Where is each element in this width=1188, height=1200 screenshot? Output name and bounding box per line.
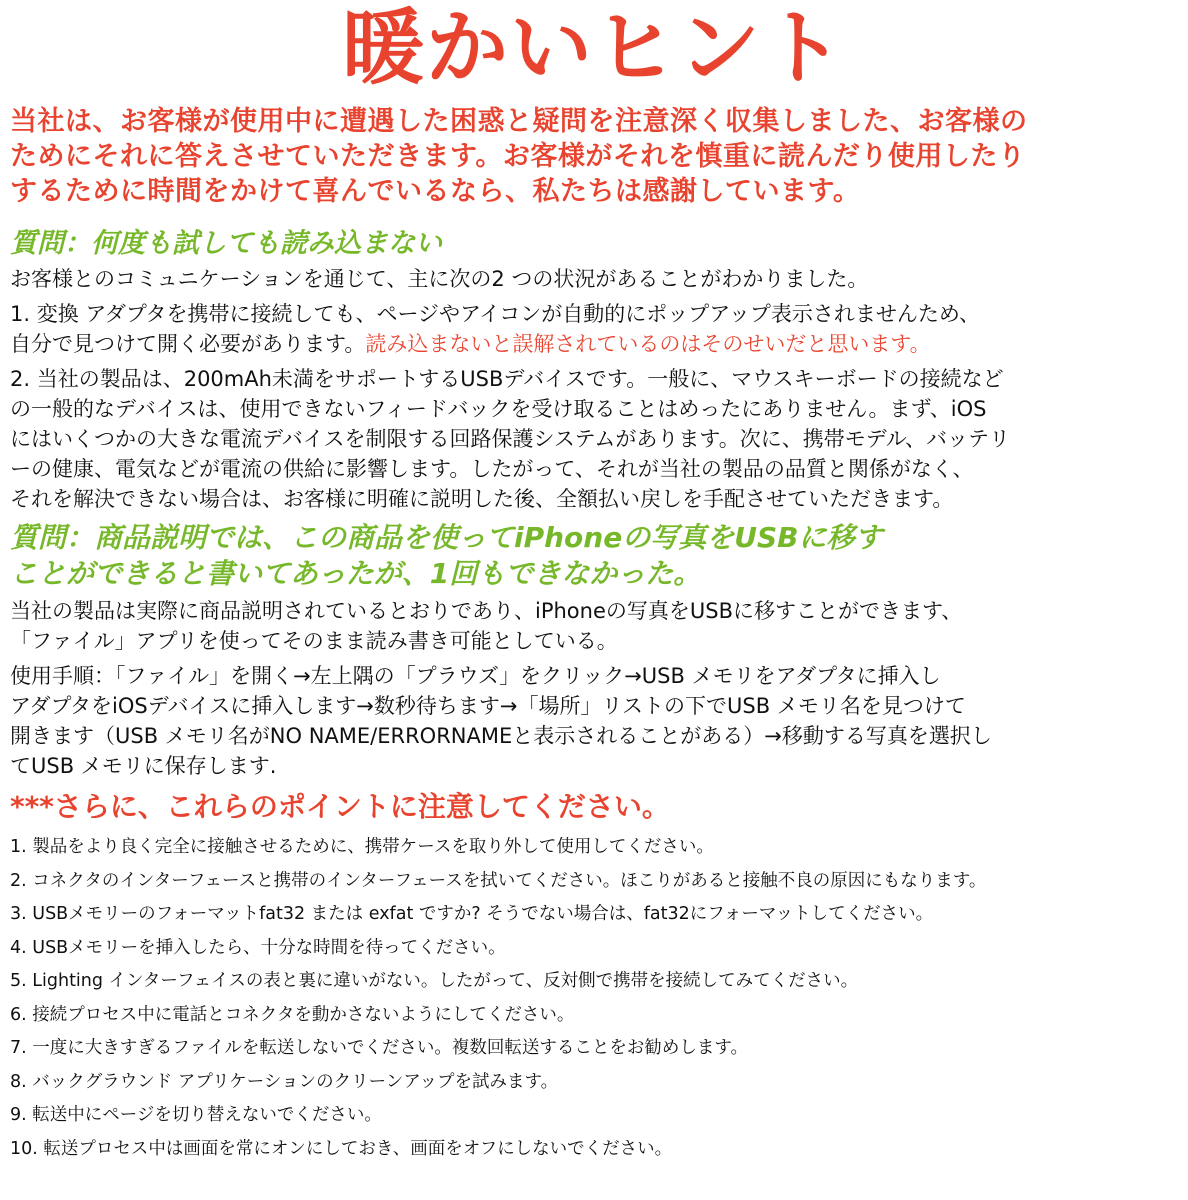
intro-paragraph	[10, 104, 1178, 209]
notes-list	[10, 831, 1178, 1166]
item-line: ーの健康、電気などが電流の供給に影響します。したがって、それが当社の製品の品質と関係がなく、	[10, 457, 974, 481]
note-item: 8. バックグラウンド アプリケーションのクリーンアップを試みます。	[10, 1071, 559, 1092]
item-line: の一般的なデバイスは、使用できないフィードバックを受け取ることはめったにありません。まず、iOS	[10, 397, 987, 421]
step-line: アダプタをiOSデバイスに挿入します→数秒待ちます→「場所」リストの下でUSB メモリ名を見つけて	[10, 694, 966, 718]
item-line: 自分で見つけて開く必要があります。読み込まないと誤解されているのはそのせいだと思います。	[10, 332, 931, 356]
item-line: それを解決できない場合は、お客様に明確に説明した後、全額払い戻しを手配させていただきます。	[10, 487, 954, 511]
question-1-lead: お客様とのコミュニケーションを通じて、主に次の2 つの状況があることがわかりました。	[10, 267, 869, 291]
note-item: 1. 製品をより良く完全に接触させるために、携帯ケースを取り外して使用してください。	[10, 837, 714, 857]
note-item: 2. コネクタのインターフェースと携帯のインターフェースを拭いてください。ほこりがあると接触不良の原因にもなります。	[10, 870, 987, 891]
page-title: 暖かいヒント	[341, 1, 846, 96]
note-item: 4. USBメモリーを挿入したら、十分な時間を待ってください。	[10, 937, 506, 958]
note-item: 3. USBメモリーのフォーマットfat32 または exfat ですか? そうでない場合は、fat32にフォーマットしてください。	[10, 904, 934, 924]
item-line: にはいくつかの大きな電流デバイスを制限する回路保護システムがあります。次に、携帯モデル、バッテリ	[10, 427, 1011, 451]
note-item: 6. 接続プロセス中に電話とコネクタを動かさないようにしてください。	[10, 1004, 575, 1025]
question-2-answer	[10, 596, 1178, 656]
intro-line: 当社は、お客様が使用中に遭遇した困惑と疑問を注意深く収集しました、お客様の	[10, 106, 1028, 137]
step-line: てUSB メモリに保存します.	[10, 754, 277, 778]
highlight-text: 読み込まないと誤解されているのはそのせいだと思います。	[365, 332, 931, 356]
question-1-item-1	[10, 299, 1178, 359]
item-line: 1. 変換 アダプタを携帯に接続しても、ページやアイコンが自動的にポップアップ表示されませんため、	[10, 302, 980, 326]
question-1-item-2	[10, 364, 1178, 514]
question-2-heading: 質問：商品説明では、この商品を使ってiPhoneの写真をUSBに移す ことができると書いてあったが、1回もできなかった。	[10, 521, 883, 590]
note-item: 9. 転送中にページを切り替えないでください。	[10, 1105, 382, 1125]
note-item: 5. Lighting インターフェイスの表と裏に違いがない。したがって、反対側で携帯を接続してみてください。	[10, 971, 859, 991]
answer-line: 「ファイル」アプリを使ってそのまま読み書き可能としている。	[10, 629, 618, 653]
step-line: 開きます（USB メモリ名がNO NAME/ERRORNAMEと表示されることがある）→移動する写真を選択し	[10, 724, 992, 748]
intro-line: するために時間をかけて喜んでいるなら、私たちは感謝しています。	[10, 176, 861, 207]
notes-heading: ***さらに、これらのポイントに注意してください。	[10, 790, 670, 823]
step-line: 使用手順：「ファイル」を開く→左上隅の「プラウズ」をクリック→USB メモリをアダプタに挿入し	[10, 664, 941, 688]
item-line: 2. 当社の製品は、200mAh未満をサポートするUSBデバイスです。一般に、マウスキーボードの接続など	[10, 367, 1004, 391]
question-2-steps	[10, 661, 1178, 781]
note-item: 10. 転送プロセス中は画面を常にオンにしておき、画面をオフにしないでください。	[10, 1138, 673, 1159]
intro-line: ためにそれに答えさせていただきます。お客様がそれを慎重に読んだり使用したり	[10, 141, 1026, 172]
note-item: 7. 一度に大きすぎるファイルを転送しないでください。複数回転送することをお勧めします。	[10, 1038, 749, 1058]
answer-line: 当社の製品は実際に商品説明されているとおりであり、iPhoneの写真をUSBに移すことができます、	[10, 599, 963, 623]
question-1-heading: 質問：何度も試しても読み込まない	[10, 228, 442, 259]
